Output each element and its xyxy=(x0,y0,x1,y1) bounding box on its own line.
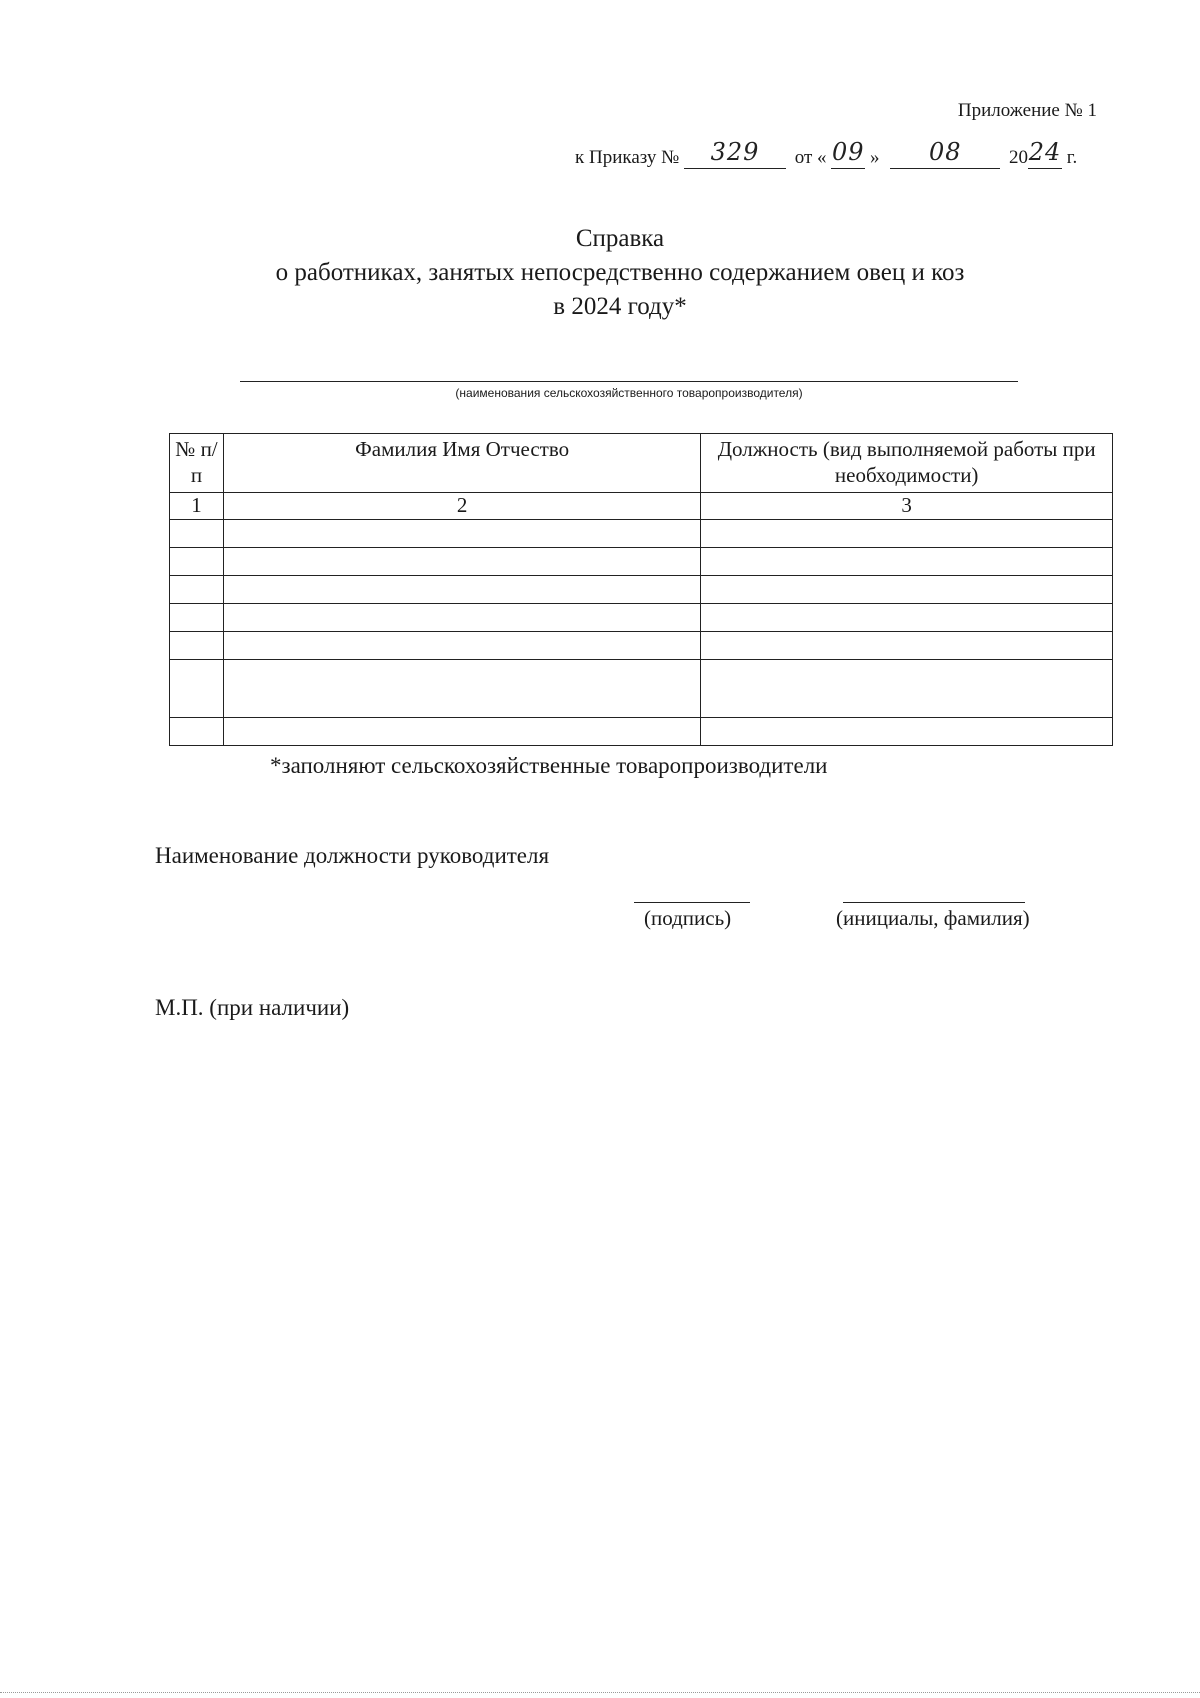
header-position: Должность (вид выполняемой работы при необходимости) xyxy=(701,434,1113,493)
column-number-3: 3 xyxy=(701,493,1113,520)
name-caption: (инициалы, фамилия) xyxy=(836,906,1030,930)
signature-line[interactable] xyxy=(634,902,750,903)
table-cell[interactable] xyxy=(170,576,224,604)
table-row xyxy=(170,718,1113,746)
year-mark: г. xyxy=(1066,147,1078,168)
table-cell[interactable] xyxy=(170,604,224,632)
table-cell[interactable] xyxy=(223,520,700,548)
table-cell[interactable] xyxy=(223,660,700,718)
table-cell[interactable] xyxy=(223,604,700,632)
order-number-field xyxy=(684,138,786,169)
day-field xyxy=(831,138,865,169)
year-prefix: 20 xyxy=(1009,147,1029,168)
table-cell[interactable] xyxy=(170,632,224,660)
column-number-row xyxy=(170,493,1113,520)
signature-caption: (подпись) xyxy=(644,906,732,930)
table-row xyxy=(170,660,1113,718)
order-day: 09 xyxy=(832,138,865,166)
table-cell[interactable] xyxy=(170,520,224,548)
header-number: № п/п xyxy=(170,434,224,493)
document-title xyxy=(0,222,1200,324)
table-cell[interactable] xyxy=(170,548,224,576)
footnote: *заполняют сельскохозяйственные товаропроизводители xyxy=(270,753,828,778)
table-cell[interactable] xyxy=(701,548,1113,576)
order-month: 08 xyxy=(929,138,962,166)
table-cell[interactable] xyxy=(701,660,1113,718)
page-bottom-edge xyxy=(0,1692,1200,1693)
name-line[interactable] xyxy=(843,902,1025,903)
title-line-2: о работниках, занятых непосредственно содержанием овец и коз xyxy=(275,259,965,286)
table-header-row xyxy=(170,434,1113,493)
table-cell[interactable] xyxy=(223,548,700,576)
table-row xyxy=(170,520,1113,548)
column-number-1: 1 xyxy=(170,493,224,520)
order-line xyxy=(575,138,1078,169)
table-cell[interactable] xyxy=(701,718,1113,746)
head-position-label: Наименование должности руководителя xyxy=(155,843,550,868)
header-full-name: Фамилия Имя Отчество xyxy=(223,434,700,493)
table-cell[interactable] xyxy=(223,718,700,746)
table-cell[interactable] xyxy=(701,604,1113,632)
table-row xyxy=(170,632,1113,660)
order-number: 329 xyxy=(710,138,760,166)
table-cell[interactable] xyxy=(170,660,224,718)
table-row xyxy=(170,548,1113,576)
column-number-2: 2 xyxy=(223,493,700,520)
table-cell[interactable] xyxy=(701,576,1113,604)
year-field xyxy=(1028,138,1062,169)
table-row xyxy=(170,604,1113,632)
from-label: от « xyxy=(794,147,827,168)
appendix-label: Приложение № 1 xyxy=(957,100,1097,121)
table-cell[interactable] xyxy=(170,718,224,746)
workers-table xyxy=(169,433,1113,746)
table-row xyxy=(170,576,1113,604)
title-line-1: Справка xyxy=(575,225,665,252)
month-field xyxy=(890,138,1000,169)
day-close-quote: » xyxy=(870,147,880,168)
organization-caption: (наименования сельскохозяйственного товаропроизводителя) xyxy=(455,386,803,400)
stamp-label: М.П. (при наличии) xyxy=(155,995,350,1020)
order-year: 24 xyxy=(1028,138,1062,166)
title-line-3: в 2024 году* xyxy=(553,293,687,320)
table-cell[interactable] xyxy=(223,576,700,604)
table-cell[interactable] xyxy=(223,632,700,660)
order-prefix: к Приказу № xyxy=(575,147,680,168)
table-cell[interactable] xyxy=(701,632,1113,660)
table-cell[interactable] xyxy=(701,520,1113,548)
organization-name-line[interactable] xyxy=(240,381,1018,382)
